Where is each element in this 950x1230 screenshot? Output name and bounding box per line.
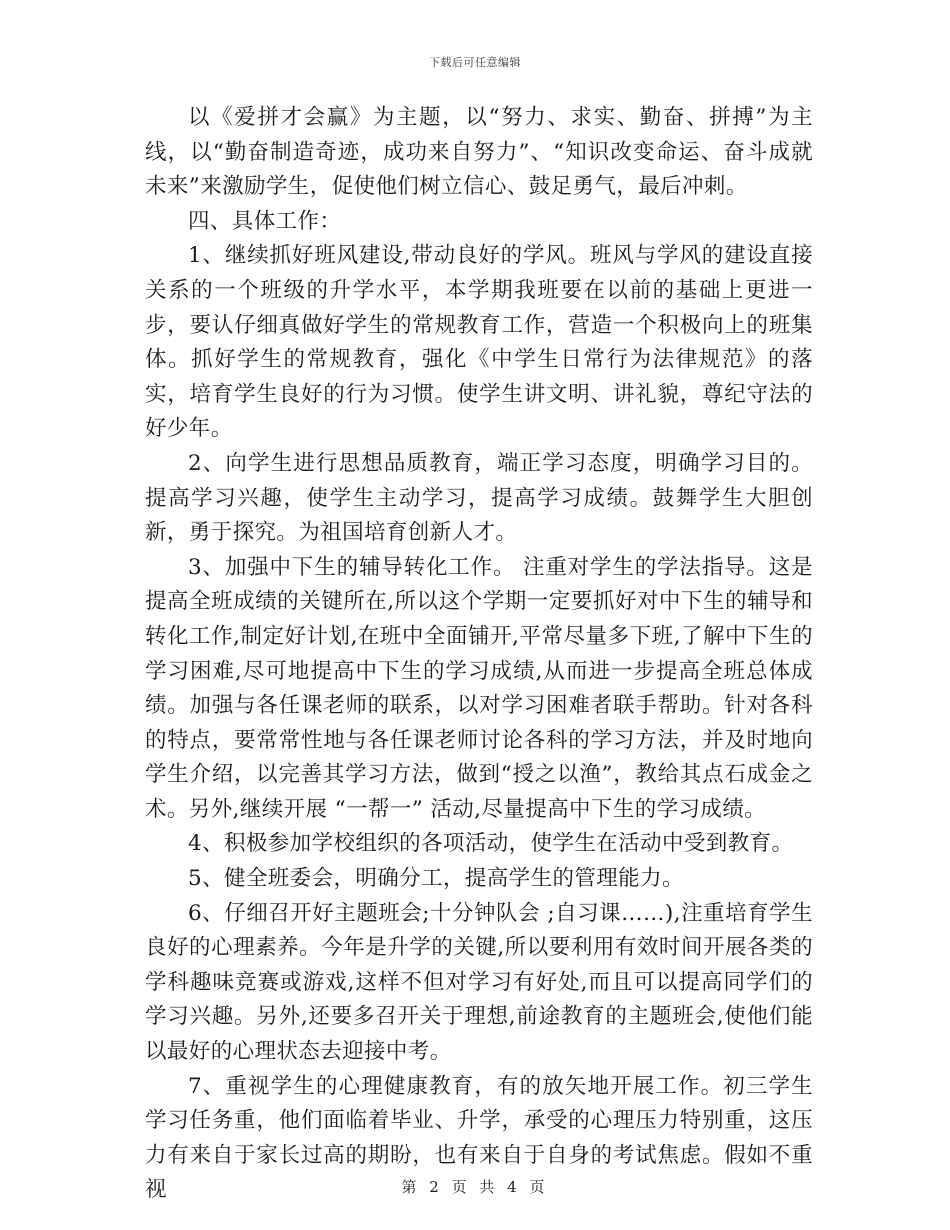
paragraph-item-4: 4、积极参加学校组织的各项活动，使学生在活动中受到教育。	[188, 831, 794, 857]
paragraph-item-5: 5、健全班委会，明确分工，提高学生的管理能力。	[188, 866, 684, 892]
section-heading-specific-work: 四、具体工作：	[188, 208, 342, 234]
paragraph-item-7: 7、重视学生的心理健康教育，有的放矢地开展工作。初三学生学习任务重，他们面临着毕业、升学，承受的心理压力特别重，这压力有来自于家长过高的期盼，也有来自于自身的考试焦虑。假如不重视	[145, 1073, 813, 1203]
page-header: 下载后可任意编辑	[429, 56, 521, 69]
paragraph-theme: 以《爱拼才会赢》为主题，以“努力、求实、勤奋、拼搏”为主线，以“勤奋制造奇迹，成功来自努力”、“知识改变命运、奋斗成就未来”来激励学生，促使他们树立信心、鼓足勇气，最后冲刺。	[145, 105, 813, 200]
paragraph-item-6: 6、仔细召开好主题班会;十分钟队会 ;自习课……),注重培育学生良好的心理素养。今年是升学的关键,所以要利用有效时间开展各类的学科趣味竞赛或游戏,这样不但对学习有好处,而且可以提高同学们的学习兴趣。另外,还要多召开关于理想,前途教育的主题班会,使他们能以最好的心理状态去迎接中考。	[145, 900, 813, 1065]
paragraph-item-2: 2、向学生进行思想品质教育，端正学习态度，明确学习目的。提高学习兴趣，使学生主动学习，提高学习成绩。鼓舞学生大胆创新，勇于探究。为祖国培育创新人才。	[145, 450, 813, 546]
paragraph-item-3: 3、加强中下生的辅导转化工作。 注重对学生的学法指导。这是提高全班成绩的关键所在,所以这个学期一定要抓好对中下生的辅导和转化工作,制定好计划,在班中全面铺开,平常尽量多下班,了解中下生的学习困难,尽可地提高中下生的学习成绩,从而进一步提高全班总体成绩。加强与各任课老师的联系，以对学习困难者联手帮助。针对各科的特点，要常常性地与各任课老师讨论各科的学习方法，并及时地向学生介绍，以完善其学习方法，做到“授之以渔”，教给其点石成金之术。另外,继续开展 “一帮一” 活动,尽量提高中下生的学习成绩。	[145, 554, 813, 822]
paragraph-item-1: 1、继续抓好班风建设,带动良好的学风。班风与学风的建设直接关系的一个班级的升学水平，本学期我班要在以前的基础上更进一步，要认仔细真做好学生的常规教育工作，营造一个积极向上的班集体。抓好学生的常规教育，强化《中学生日常行为法律规范》的落实，培育学生良好的行为习惯。使学生讲文明、讲礼貌，尊纪守法的好少年。	[145, 243, 813, 442]
page-number-footer: 第 2 页 共 4 页	[401, 1178, 549, 1196]
document-body	[145, 101, 813, 1208]
